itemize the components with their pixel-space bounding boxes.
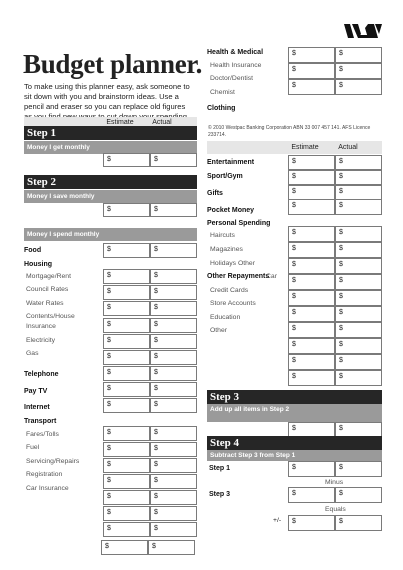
- fuel-actual-field[interactable]: $: [150, 442, 197, 457]
- step2-actual-field[interactable]: $: [150, 203, 197, 217]
- car-actual-field[interactable]: $: [335, 274, 382, 290]
- registration-estimate-field[interactable]: $: [103, 474, 150, 489]
- gas-actual-field[interactable]: $: [150, 350, 197, 365]
- registration-label: Registration: [26, 471, 63, 478]
- contents-actual-field[interactable]: $: [150, 318, 197, 333]
- education-actual-field[interactable]: $: [335, 322, 382, 338]
- contents-label: Contents/House: [26, 313, 75, 320]
- credit-actual-field[interactable]: $: [335, 290, 382, 306]
- step4-step1-actual-field[interactable]: $: [335, 461, 382, 477]
- haircuts-actual-field[interactable]: $: [335, 226, 382, 242]
- telephone-estimate-field[interactable]: $: [103, 382, 150, 397]
- gifts-estimate-field[interactable]: $: [288, 185, 335, 200]
- food-label: Food: [24, 247, 42, 254]
- step1-estimate-field[interactable]: $: [103, 153, 150, 167]
- holidays-label: Holidays Other: [210, 260, 255, 267]
- water-estimate-field[interactable]: $: [103, 301, 150, 316]
- chemist-label: Chemist: [210, 89, 235, 96]
- fares-estimate-field[interactable]: $: [103, 426, 150, 441]
- step2-estimate-field[interactable]: $: [103, 203, 150, 217]
- intro-text: To make using this planner easy, ask someone to sit down with you and brainstorm ideas. Use a pencil and eraser so you can replace old figures: [24, 82, 190, 111]
- actual-header: Actual: [152, 119, 172, 126]
- healthins-label: Health Insurance: [210, 62, 262, 69]
- council-estimate-field[interactable]: $: [103, 285, 150, 300]
- sport-actual-field[interactable]: $: [335, 170, 382, 185]
- step2-sub: Money I save monthly: [24, 190, 197, 203]
- other-estimate-field[interactable]: $: [288, 338, 335, 354]
- step4-step1-estimate-field[interactable]: $: [288, 461, 335, 477]
- transport-extra-estimate-field[interactable]: $: [103, 506, 150, 521]
- extra1-estimate-field[interactable]: $: [288, 354, 335, 370]
- carins-estimate-field[interactable]: $: [103, 490, 150, 505]
- credit-estimate-field[interactable]: $: [288, 290, 335, 306]
- step2-bar: Step 2: [24, 175, 197, 189]
- haircuts-estimate-field[interactable]: $: [288, 226, 335, 242]
- council-actual-field[interactable]: $: [150, 285, 197, 300]
- mortgage-actual-field[interactable]: $: [150, 269, 197, 284]
- page-title: Budget planner.: [23, 49, 203, 79]
- council-label: Council Rates: [26, 286, 69, 293]
- servicing-estimate-field[interactable]: $: [103, 458, 150, 473]
- store-label: Store Accounts: [210, 300, 256, 307]
- internet-label: Internet: [24, 404, 50, 411]
- result-estimate-field[interactable]: $: [288, 515, 335, 531]
- gifts-actual-field[interactable]: $: [335, 185, 382, 200]
- personal-label: Personal Spending: [207, 220, 271, 227]
- electricity-label: Electricity: [26, 337, 56, 344]
- transport-extra2-estimate-field[interactable]: $: [103, 522, 150, 537]
- estimate-header: Estimate: [106, 119, 134, 126]
- magazines-label: Magazines: [210, 246, 243, 253]
- chemist-actual-field[interactable]: $: [335, 79, 382, 95]
- minus-label: Minus: [325, 479, 344, 486]
- transport-extra-actual-field[interactable]: $: [150, 506, 197, 521]
- brand-logo: [344, 24, 382, 38]
- haircuts-label: Haircuts: [210, 232, 235, 239]
- pocket-actual-field[interactable]: $: [335, 199, 382, 215]
- spend-sub: Money I spend monthly: [24, 228, 197, 241]
- clothing-label: Clothing: [207, 105, 236, 112]
- food-actual-field[interactable]: $: [150, 243, 197, 258]
- fares-actual-field[interactable]: $: [150, 426, 197, 441]
- copyright-text: © 2010 Westpac Banking Corporation ABN 33 007 457 141. AFS Licence 233714.: [208, 125, 371, 138]
- education-estimate-field[interactable]: $: [288, 322, 335, 338]
- car-estimate-field[interactable]: $: [288, 274, 335, 290]
- telephone-actual-field[interactable]: $: [150, 382, 197, 397]
- healthins-estimate-field[interactable]: $: [288, 47, 335, 63]
- step4-sub: Subtract Step 3 from Step 1: [207, 450, 382, 461]
- mortgage-label: Mortgage/Rent: [26, 273, 71, 280]
- transport-extra2-actual-field[interactable]: $: [150, 522, 197, 537]
- paytv-label: Pay TV: [24, 388, 48, 395]
- contents-estimate-field[interactable]: $: [103, 318, 150, 333]
- housing-extra-estimate-field[interactable]: $: [103, 366, 150, 381]
- mortgage-estimate-field[interactable]: $: [103, 269, 150, 284]
- equals-label: Equals: [325, 506, 346, 513]
- telephone-label: Telephone: [24, 371, 59, 378]
- step1-bar: Step 1: [24, 126, 197, 140]
- extra1-actual-field[interactable]: $: [335, 354, 382, 370]
- pocket-label: Pocket Money: [207, 207, 255, 214]
- transport-label: Transport: [24, 418, 57, 425]
- entertainment-estimate-field[interactable]: $: [288, 155, 335, 170]
- gas-estimate-field[interactable]: $: [103, 350, 150, 365]
- servicing-label: Servicing/Repairs: [26, 458, 80, 465]
- extra2-actual-field[interactable]: $: [335, 370, 382, 386]
- plus-minus-label: +/-: [273, 517, 282, 524]
- repayments-label: Other Repayments: [207, 273, 270, 280]
- step3-bar: Step 3: [207, 390, 382, 404]
- step3-actual-field[interactable]: $: [335, 422, 382, 437]
- entertainment-label: Entertainment: [207, 159, 255, 166]
- right-estimate-header: Estimate: [291, 144, 319, 151]
- holidays-actual-field[interactable]: $: [335, 258, 382, 274]
- step4-step3-actual-field[interactable]: $: [335, 487, 382, 503]
- carins-label: Car Insurance: [26, 485, 69, 492]
- registration-actual-field[interactable]: $: [150, 474, 197, 489]
- food-estimate-field[interactable]: $: [103, 243, 150, 258]
- result-actual-field[interactable]: $: [335, 515, 382, 531]
- housing-label: Housing: [24, 261, 52, 268]
- store-estimate-field[interactable]: $: [288, 306, 335, 322]
- electricity-actual-field[interactable]: $: [150, 334, 197, 349]
- sport-estimate-field[interactable]: $: [288, 170, 335, 185]
- step3-sub: Add up all items in Step 2: [207, 404, 382, 422]
- doctor-label: Doctor/Dentist: [210, 75, 254, 82]
- magazines-estimate-field[interactable]: $: [288, 242, 335, 258]
- water-label: Water Rates: [26, 300, 64, 307]
- servicing-actual-field[interactable]: $: [150, 458, 197, 473]
- left-total-estimate-field[interactable]: $: [101, 540, 148, 555]
- step4-step3-label: Step 3: [209, 491, 231, 498]
- entertainment-actual-field[interactable]: $: [335, 155, 382, 170]
- step1-sub: Money I get monthly: [24, 141, 197, 154]
- water-actual-field[interactable]: $: [150, 301, 197, 316]
- step1-actual-field[interactable]: $: [150, 153, 197, 167]
- chemist-estimate-field[interactable]: $: [288, 79, 335, 95]
- fuel-label: Fuel: [26, 444, 40, 451]
- credit-label: Credit Cards: [210, 287, 249, 294]
- housing-extra-actual-field[interactable]: $: [150, 366, 197, 381]
- internet-actual-field[interactable]: $: [150, 398, 197, 413]
- repayments-car-label: Car: [266, 273, 277, 280]
- fuel-estimate-field[interactable]: $: [103, 442, 150, 457]
- health-label: Health & Medical: [207, 49, 264, 56]
- internet-estimate-field[interactable]: $: [103, 398, 150, 413]
- carins-actual-field[interactable]: $: [150, 490, 197, 505]
- education-label: Education: [210, 314, 241, 321]
- right-actual-header: Actual: [338, 144, 358, 151]
- step4-step1-label: Step 1: [209, 465, 231, 472]
- step4-bar: Step 4: [207, 436, 382, 450]
- healthins-actual-field[interactable]: $: [335, 47, 382, 63]
- pocket-estimate-field[interactable]: $: [288, 199, 335, 215]
- doctor-actual-field[interactable]: $: [335, 63, 382, 79]
- extra2-estimate-field[interactable]: $: [288, 370, 335, 386]
- other-label: Other: [210, 327, 227, 334]
- store-actual-field[interactable]: $: [335, 306, 382, 322]
- sport-label: Sport/Gym: [207, 173, 243, 180]
- gifts-label: Gifts: [207, 190, 223, 197]
- step4-step3-estimate-field[interactable]: $: [288, 487, 335, 503]
- gas-label: Gas: [26, 350, 39, 357]
- contents-label-2: Insurance: [26, 323, 56, 330]
- holidays-estimate-field[interactable]: $: [288, 258, 335, 274]
- left-total-actual-field[interactable]: $: [148, 540, 195, 555]
- other-actual-field[interactable]: $: [335, 338, 382, 354]
- magazines-actual-field[interactable]: $: [335, 242, 382, 258]
- doctor-estimate-field[interactable]: $: [288, 63, 335, 79]
- electricity-estimate-field[interactable]: $: [103, 334, 150, 349]
- fares-label: Fares/Tolls: [26, 431, 59, 438]
- step3-estimate-field[interactable]: $: [288, 422, 335, 437]
